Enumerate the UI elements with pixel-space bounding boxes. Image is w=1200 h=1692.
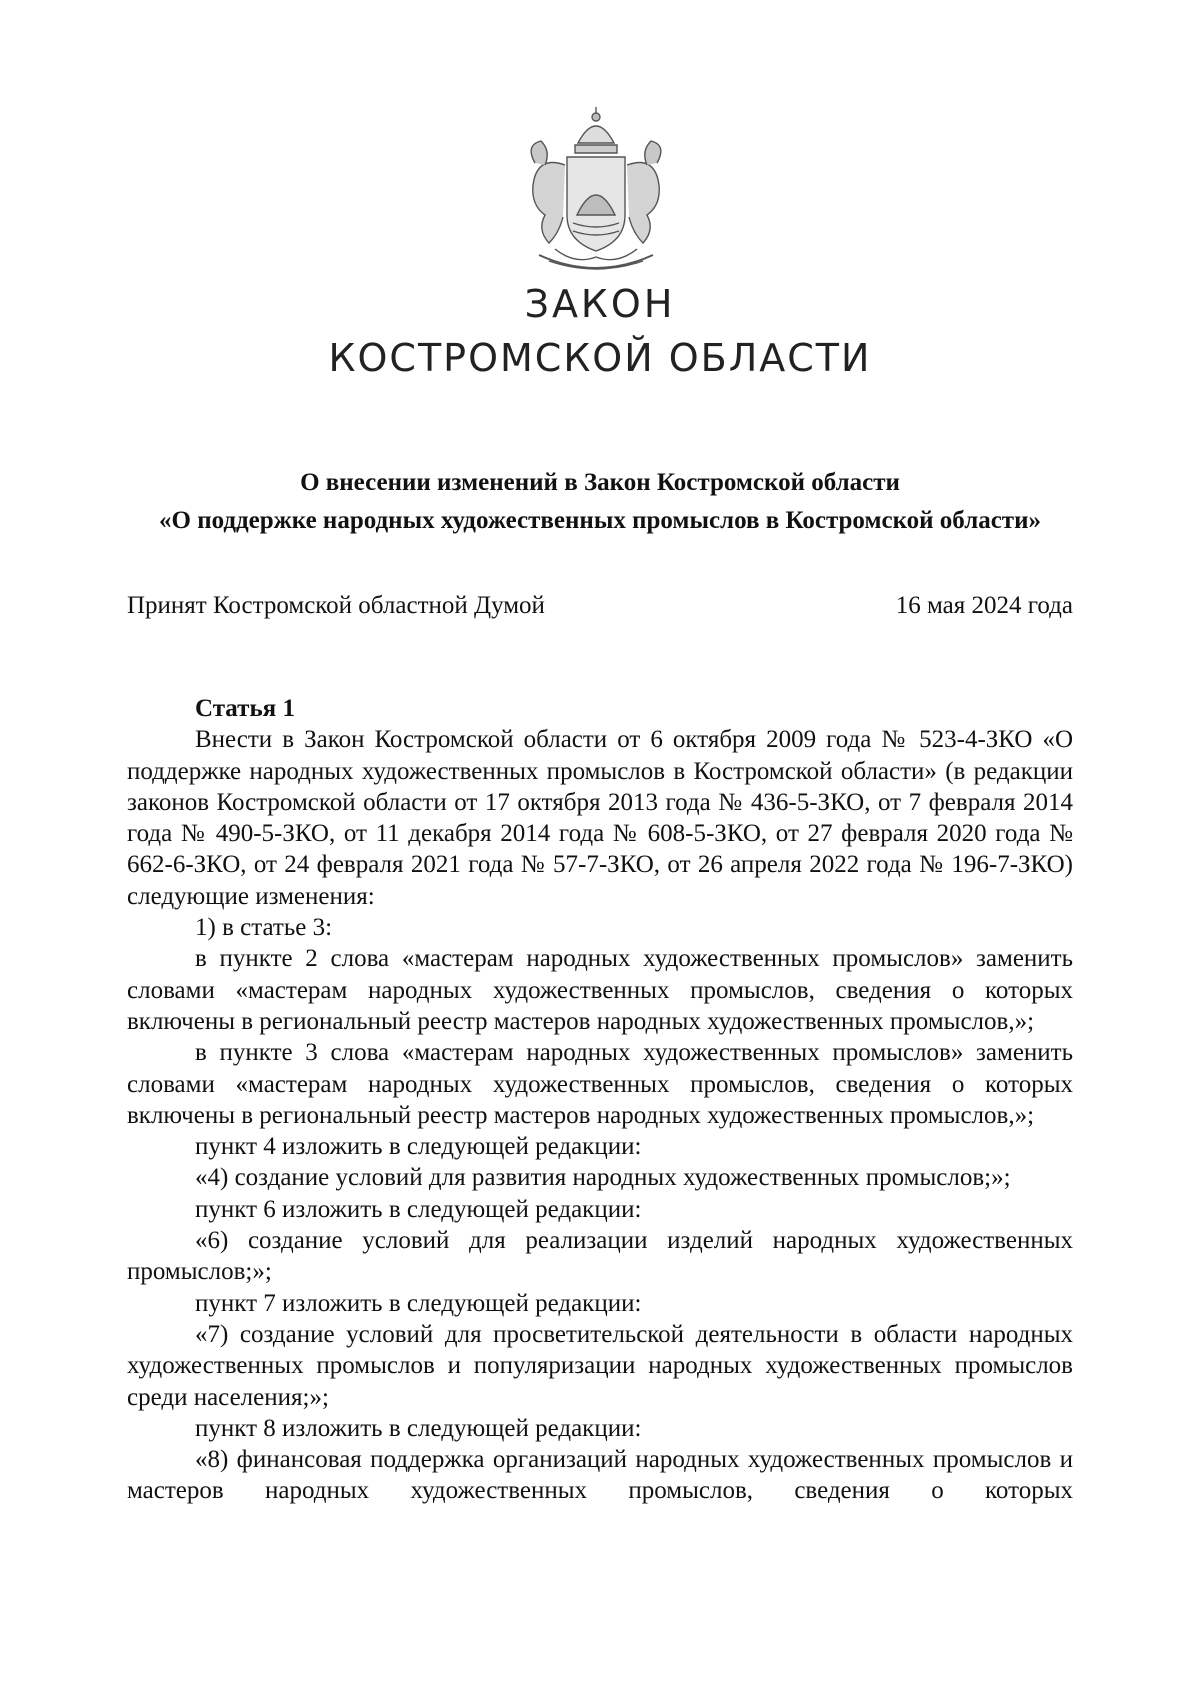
article-paragraph: пункт 8 изложить в следующей редакции: (195, 1414, 642, 1442)
article-paragraph: 1) в статье 3: (195, 914, 333, 942)
article-paragraph: «7) создание условий для просветительской деятельности в области народных художественных промыслов и популяризации народных художественных промыслов среди населения;»; (127, 1320, 1073, 1411)
article-paragraph: в пункте 2 слова «мастерам народных художественных промыслов» заменить словами «мастерам народных художественных промыслов, сведения о которых включены в региональный реестр мастеров народных художественных промыслов,»; (127, 945, 1073, 1035)
adoption-line (127, 592, 1073, 626)
law-heading (0, 464, 1200, 540)
law-word: ЗАКОН (524, 282, 676, 326)
article-paragraph: «4) создание условий для развития народных художественных промыслов;»; (195, 1164, 1011, 1192)
article-paragraph: в пункте 3 слова «мастерам народных художественных промыслов» заменить словами «мастерам народных художественных промыслов, сведения о которых включены в региональный реестр мастеров народных художественных промыслов,»; (127, 1039, 1073, 1129)
article-body (127, 693, 1073, 1507)
article-paragraph: Внести в Закон Костромской области от 6 октября 2009 года № 523-4-ЗКО «О поддержке народных художественных промыслов в Костромской области» (в редакции законов Костромской области от 17 октября 2013 года № 436-5-ЗКО, от 7 февраля 2014 года № 490-5-ЗКО, от 11 декабря 2014 года № 608-5-ЗКО, от 27 февраля 2020 года № 662-6-ЗКО, от 24 февраля 2021 года № 57-7-ЗКО, от 26 апреля 2022 года № 196-7-ЗКО) следующие изменения: (127, 726, 1073, 910)
article-paragraph: пункт 7 изложить в следующей редакции: (195, 1289, 642, 1317)
article-paragraph: «8) финансовая поддержка организаций народных художественных промыслов и мастеров народных художественных промыслов, сведения о которых (127, 1446, 1073, 1505)
article-paragraph: пункт 6 изложить в следующей редакции: (195, 1195, 642, 1223)
article-paragraph: пункт 4 изложить в следующей редакции: (195, 1133, 642, 1161)
heading-line-1: О внесении изменений в Закон Костромской области (300, 469, 900, 496)
article-heading: Статья 1 (195, 695, 295, 722)
heading-line-2: «О поддержке народных художественных промыслов в Костромской области» (159, 507, 1041, 534)
coat-of-arms-icon (515, 105, 677, 283)
adopting-body: Принят Костромской областной Думой (127, 592, 545, 619)
article-paragraph: «6) создание условий для реализации изделий народных художественных промыслов;»; (127, 1227, 1073, 1286)
adoption-date: 16 мая 2024 года (895, 592, 1073, 619)
region-name: КОСТРОМСКОЙ ОБЛАСТИ (328, 336, 872, 380)
